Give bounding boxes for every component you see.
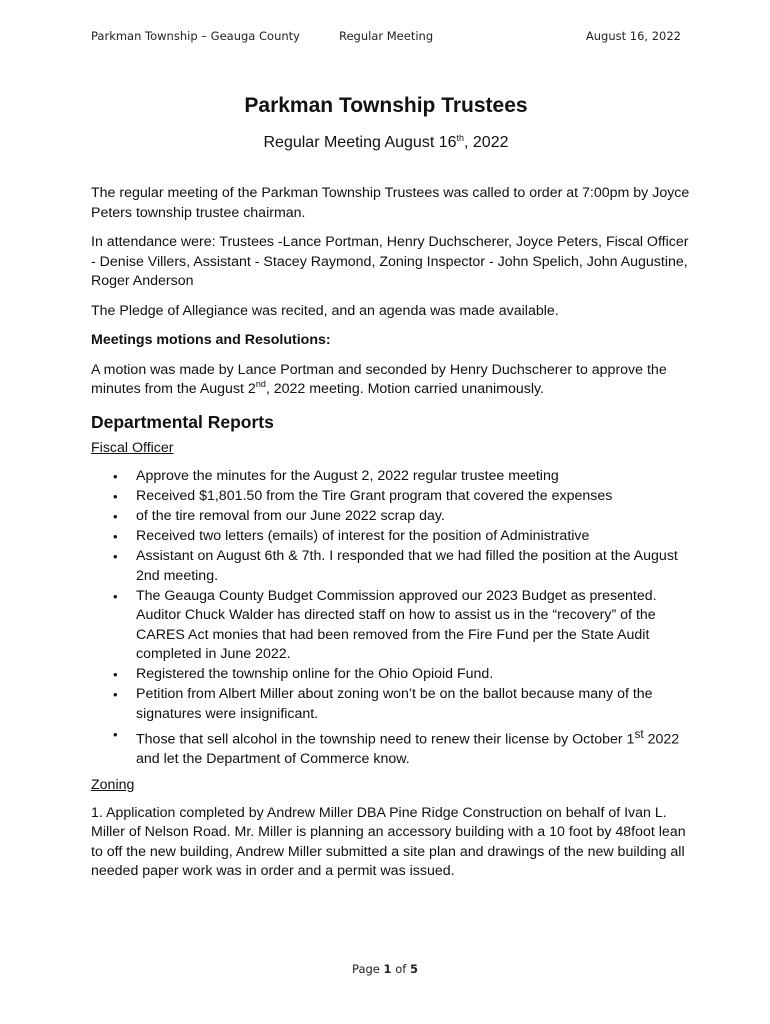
footer-page-label: Page (352, 962, 380, 976)
list-item-text-end: 2022 and let the Department of Commerce know. (136, 731, 680, 767)
list-item (91, 725, 681, 770)
motions-heading: Meetings motions and Resolutions: (91, 332, 331, 348)
document-body (91, 91, 691, 882)
list-item (91, 547, 681, 586)
footer-total-pages: 5 (409, 962, 418, 976)
page-footer (0, 962, 770, 976)
list-item-text: of the tire removal from our June 2022 scrap day. (136, 508, 445, 524)
motion-text: A motion was made by Lance Portman and seconded by Henry Duchscherer to approve the minutes from the August 2 (91, 361, 667, 397)
list-item-text: Approve the minutes for the August 2, 2022 regular trustee meeting (136, 468, 559, 484)
subtitle-year: , 2022 (464, 134, 509, 151)
subtitle-superscript: th (456, 133, 465, 143)
bullet-glyph: • (113, 687, 118, 702)
motion-text-end: , 2022 meeting. Motion carried unanimously. (265, 381, 544, 397)
bullet-glyph: • (113, 726, 118, 742)
bullet-glyph: • (113, 529, 118, 544)
pledge-paragraph: The Pledge of Allegiance was recited, and an agenda was made available. (91, 302, 559, 319)
call-to-order-paragraph: The regular meeting of the Parkman Township Trustees was called to order at 7:00pm by Joyce Peters township trustee chairman. (91, 185, 690, 221)
list-item (91, 467, 681, 487)
bullet-glyph: • (113, 588, 118, 604)
list-item-text: Assistant on August 6th & 7th. I responded that we had filled the position at the August 2nd meeting. (136, 548, 678, 584)
list-item-text: Petition from Albert Miller about zoning won’t be on the ballot because many of the signatures were insignificant. (136, 686, 653, 722)
zoning-paragraph: 1. Application completed by Andrew Miller DBA Pine Ridge Construction on behalf of Ivan L. Miller of Nelson Road. Mr. Miller is planning an accessory building with a 10 foot by 48foot lean to off the new building, Andrew Miller submitted a site plan and drawings of the new building all needed paper work was in order and a permit was issued. (91, 804, 686, 880)
bullet-glyph: • (113, 667, 118, 682)
document-subtitle (91, 132, 681, 154)
list-item (91, 507, 681, 527)
attendance-paragraph: In attendance were: Trustees -Lance Portman, Henry Duchscherer, Joyce Peters, Fiscal Officer - Denise Villers, Assistant - Stacey Raymond, Zoning Inspector - John Spelich, John Augustine, Roger Anderson (91, 234, 689, 289)
list-item-text: Those that sell alcohol in the township need to renew their license by October 1 (136, 731, 635, 748)
list-item-superscript: st (634, 726, 644, 741)
document-title: Parkman Township Trustees (244, 94, 528, 117)
page-header (91, 29, 681, 47)
motion-paragraph (91, 361, 691, 400)
fiscal-officer-heading: Fiscal Officer (91, 439, 174, 456)
list-item-text: Registered the township online for the Ohio Opioid Fund. (136, 666, 494, 682)
list-item (91, 487, 681, 507)
bullet-glyph: • (113, 549, 118, 564)
motion-superscript: nd (255, 379, 266, 389)
footer-page-number: 1 (383, 962, 392, 976)
zoning-heading: Zoning (91, 777, 135, 794)
list-item (91, 527, 681, 547)
header-right: August 16, 2022 (585, 29, 681, 43)
bullet-glyph: • (113, 489, 118, 504)
list-item (91, 685, 681, 724)
list-item (91, 587, 681, 665)
footer-of-label: of (395, 962, 407, 976)
bullet-glyph: • (113, 469, 118, 484)
header-left: Parkman Township – Geauga County (91, 29, 300, 43)
list-item-text: Received $1,801.50 from the Tire Grant program that covered the expenses (136, 488, 613, 504)
departmental-reports-heading: Departmental Reports (91, 411, 274, 432)
subtitle-text: Regular Meeting August 16 (263, 134, 457, 151)
fiscal-officer-list (91, 467, 691, 769)
bullet-glyph: • (113, 509, 118, 524)
list-item (91, 665, 681, 685)
header-center: Regular Meeting (339, 29, 434, 43)
list-item-text: The Geauga County Budget Commission approved our 2023 Budget as presented. Auditor Chuck Walder has directed staff on how to assist us in the “recovery” of the CARES Act monies that had been removed from the Fire Fund per the State Audit completed in June 2022. (136, 587, 657, 662)
list-item-text: Received two letters (emails) of interest for the position of Administrative (136, 528, 590, 544)
